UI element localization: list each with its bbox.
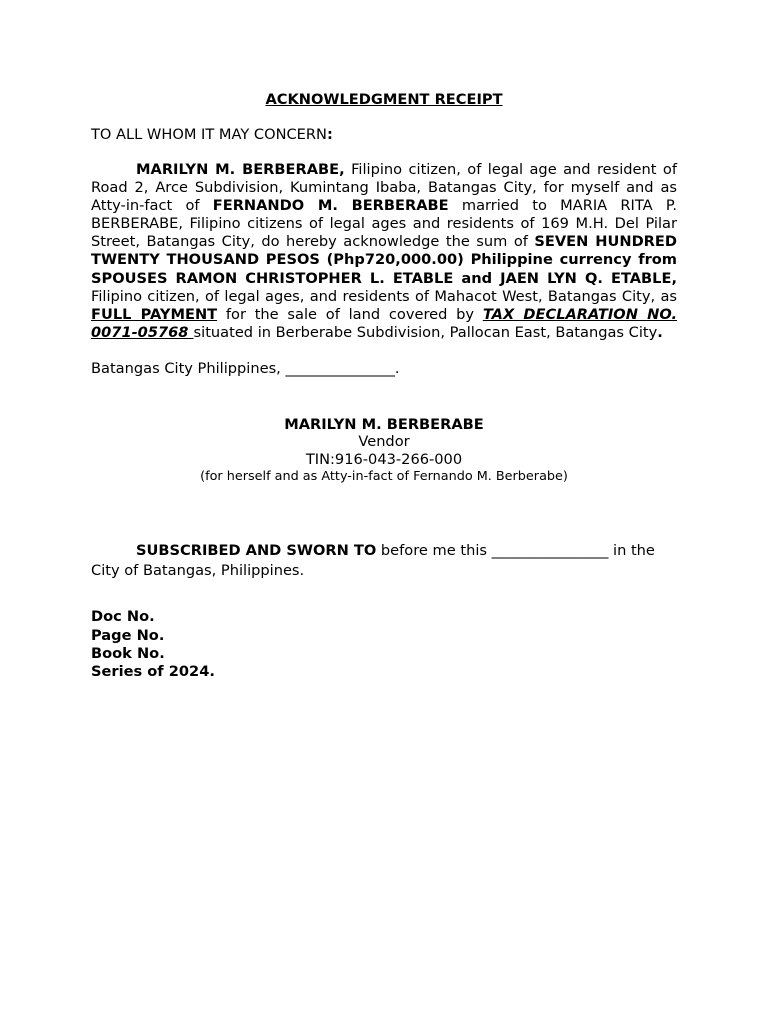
receipt-body-paragraph: [91, 161, 677, 342]
salutation-colon: :: [326, 126, 333, 143]
book-no: Book No.: [91, 644, 165, 662]
salutation: [91, 126, 677, 144]
signature-block: [91, 416, 677, 486]
attorney-in-fact-name: FERNANDO M. BERBERABE: [212, 197, 449, 215]
document-page: [91, 91, 677, 681]
tax-declaration-number: TAX DECLARATION NO. 0071-05768: [91, 305, 677, 341]
body-text-1: Filipino citizen, of legal age and resident of Road 2, Arce Subdivision, Kumintang Ibaba, Batangas City, for myself and as Atty-in-fact of: [91, 161, 677, 215]
signatory-note: (for herself and as Atty-in-fact of Fernando M. Berberabe): [200, 469, 568, 485]
signatory-role: Vendor: [358, 433, 410, 451]
doc-no: Doc No.: [91, 608, 155, 626]
body-text-2: married to MARIA RITA P. BERBERABE, Filipino citizens of legal ages and residents of 169 M.H. Del Pilar Street, Batangas City, do hereby acknowledge the sum of: [91, 197, 677, 251]
body-text-3: Filipino citizen, of legal ages, and residents of Mahacot West, Batangas City, as: [91, 287, 677, 305]
vendor-name: MARILYN M. BERBERABE,: [136, 161, 345, 178]
full-payment-label: FULL PAYMENT: [91, 305, 218, 323]
sworn-bold: SUBSCRIBED AND SWORN TO: [136, 542, 377, 560]
body-text-4: for the sale of land covered by: [217, 305, 483, 323]
sworn-statement: [91, 541, 677, 580]
salutation-text: TO ALL WHOM IT MAY CONCERN: [91, 126, 327, 143]
notary-details: [91, 608, 677, 681]
amount-and-buyers: SEVEN HUNDRED TWENTY THOUSAND PESOS (Php720,000.00) Philippine currency from SPOUSES RAMON CHRISTOPHER L. ETABLE and JAEN LYN Q. ETABLE,: [91, 233, 678, 287]
date-line: Batangas City Philippines, _______________.: [91, 359, 400, 377]
document-title: ACKNOWLEDGMENT RECEIPT: [265, 91, 503, 108]
signatory-name: MARILYN M. BERBERABE: [284, 415, 484, 433]
body-end-period: .: [657, 323, 663, 341]
series: Series of 2024.: [91, 663, 215, 681]
sworn-rest: before me this ________________ in the City of Batangas, Philippines.: [91, 542, 655, 579]
body-text-5: situated in Berberabe Subdivision, Pallocan East, Batangas City: [193, 323, 658, 341]
signatory-tin: TIN:916-043-266-000: [305, 450, 463, 468]
page-no: Page No.: [91, 626, 165, 644]
